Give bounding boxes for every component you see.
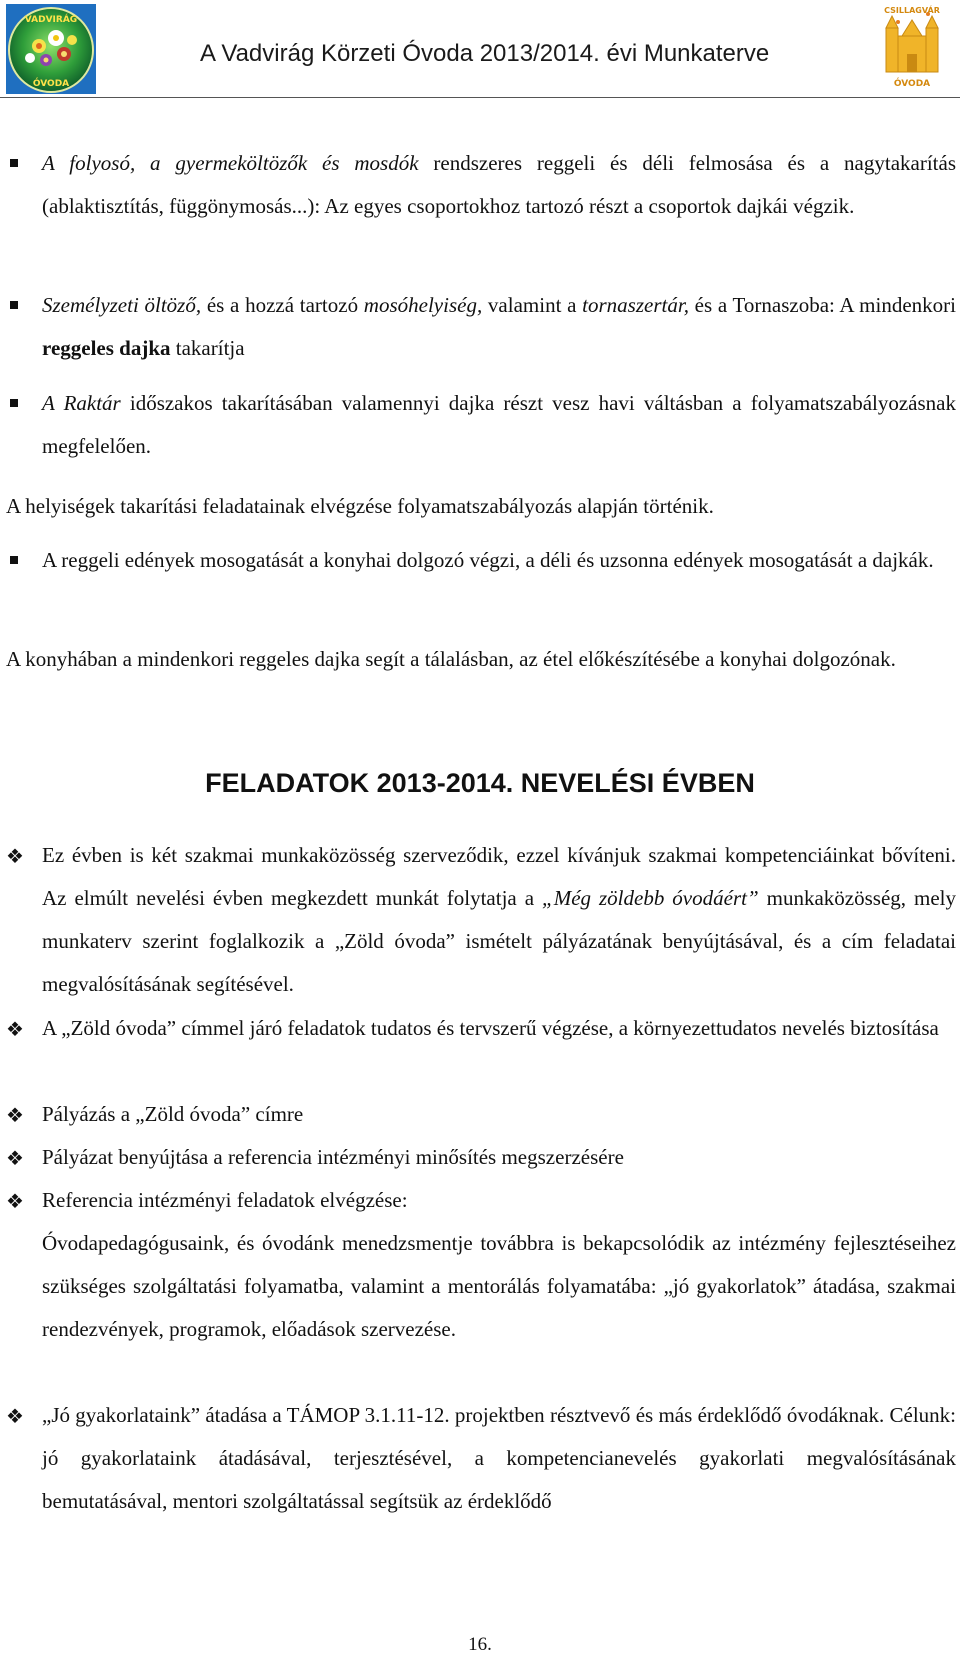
task-jo-gyakorlatok: „Jó gyakorlataink” átadása a TÁMOP 3.1.11-12. projektben résztvevő és más érdeklődő óvodáknak. Célunk: jó gyakorlataink átadásával, terjesztésével, a kompetencianevelés gyakorlati megvalósításának bemutatásával, mentori szolgáltatással segítsük az érdeklődő xyxy=(42,1403,956,1513)
diamond-bullet-icon: ❖ xyxy=(6,1146,24,1170)
document-header-title: A Vadvirág Körzeti Óvoda 2013/2014. évi Munkaterve xyxy=(200,40,770,67)
square-bullet-icon xyxy=(10,159,18,167)
emphasis-text: mosóhelyiség, xyxy=(363,293,483,317)
task-zold-ovoda: A „Zöld óvoda” címmel járó feladatok tudatos és tervszerű végzése, a környezettudatos nevelés biztosítása xyxy=(42,1016,939,1040)
emphasis-text: A folyosó, a gyermeköltözők és mosdók xyxy=(42,151,419,175)
header-divider xyxy=(0,97,960,98)
emphasis-text: A Raktár xyxy=(42,391,121,415)
emphasis-text: Személyzeti öltöző, xyxy=(42,293,202,317)
paragraph-text: valamint a xyxy=(482,293,583,317)
logo-right-top-text: CSILLAGVÁR xyxy=(884,6,940,15)
paragraph-szemelyzeti xyxy=(42,284,956,370)
diamond-bullet-icon: ❖ xyxy=(6,1189,24,1213)
paragraph-text: takarítja xyxy=(170,336,245,360)
paragraph-raktar xyxy=(42,382,956,468)
paragraph-konyha: A konyhában a mindenkori reggeles dajka segít a tálalásban, az étel előkészítésébe a konyhai dolgozónak. xyxy=(6,647,896,671)
section-heading: FELADATOK 2013-2014. NEVELÉSI ÉVBEN xyxy=(205,768,755,798)
castle-logo-icon xyxy=(868,2,956,94)
paragraph-text: és a Tornaszoba: A mindenkori xyxy=(688,293,956,317)
logo-left-top-text: VADVIRÁG xyxy=(24,15,78,25)
logo-right-bottom-text: ÓVODA xyxy=(893,79,931,89)
page-header xyxy=(0,0,960,98)
logo-left-bottom-text: ÓVODA xyxy=(32,79,70,89)
paragraph-folyoso xyxy=(42,142,956,228)
paragraph-helyisegek: A helyiségek takarítási feladatainak elvégzése folyamatszabályozás alapján történik. xyxy=(6,494,714,518)
diamond-bullet-icon: ❖ xyxy=(6,1404,24,1428)
emphasis-text: tornaszertár, xyxy=(582,293,689,317)
task-referencia-feladatok: Referencia intézményi feladatok elvégzése: xyxy=(42,1188,408,1212)
flower-logo-icon xyxy=(6,4,96,94)
paragraph-text: Ez évben is két szakmai munkaközösség szerveződik, ezzel kívánjuk szakmai kompetenciáinkat bővíteni. Az elmúlt nevelési évben megkezdett munkát folytatja a xyxy=(42,843,956,910)
task-referencia-leiras: Óvodapedagógusaink, és óvodánk menedzsmentje továbbra is bekapcsolódik az intézmény fejlesztéseihez szükséges szolgáltatási folyamatba, valamint a mentorálás folyamatába: „jó gyakorlatok” átadása, szakmai rendezvények, programok, előadások szervezése. xyxy=(42,1231,956,1341)
diamond-bullet-icon: ❖ xyxy=(6,1017,24,1041)
emphasis-text: „Még zöldebb óvodáért” xyxy=(542,886,759,910)
paragraph-text: rendszeres reggeli és déli felmosása és a nagytakarítás (ablaktisztítás, függönymosás...): Az egyes csoportokhoz tartozó részt a csoportok dajkái végzik. xyxy=(42,151,957,218)
diamond-bullet-icon: ❖ xyxy=(6,844,24,868)
paragraph-text: munkaközösség, mely munkaterv szerint foglalkozik a „Zöld óvoda” ismételt pályázatának benyújtásával, és a cím feladatai megvalósításának segítésével. xyxy=(42,886,956,996)
square-bullet-icon xyxy=(10,399,18,407)
page-number: 16. xyxy=(468,1634,492,1655)
task-palyazas: Pályázás a „Zöld óvoda” címre xyxy=(42,1102,304,1126)
task-referencia-palyazat: Pályázat benyújtása a referencia intézményi minősítés megszerzésére xyxy=(42,1145,624,1169)
square-bullet-icon xyxy=(10,301,18,309)
task-munkakozosseg xyxy=(42,834,956,1006)
square-bullet-icon xyxy=(10,556,18,564)
paragraph-text: és a hozzá tartozó xyxy=(201,293,364,317)
paragraph-text: időszakos takarításában valamennyi dajka részt vesz havi váltásban a folyamatszabályozásnak megfelelően. xyxy=(42,391,956,458)
diamond-bullet-icon: ❖ xyxy=(6,1103,24,1127)
bold-text: reggeles dajka xyxy=(42,336,171,360)
paragraph-edenyek: A reggeli edények mosogatását a konyhai dolgozó végzi, a déli és uzsonna edények mosogatását a dajkák. xyxy=(42,548,934,572)
